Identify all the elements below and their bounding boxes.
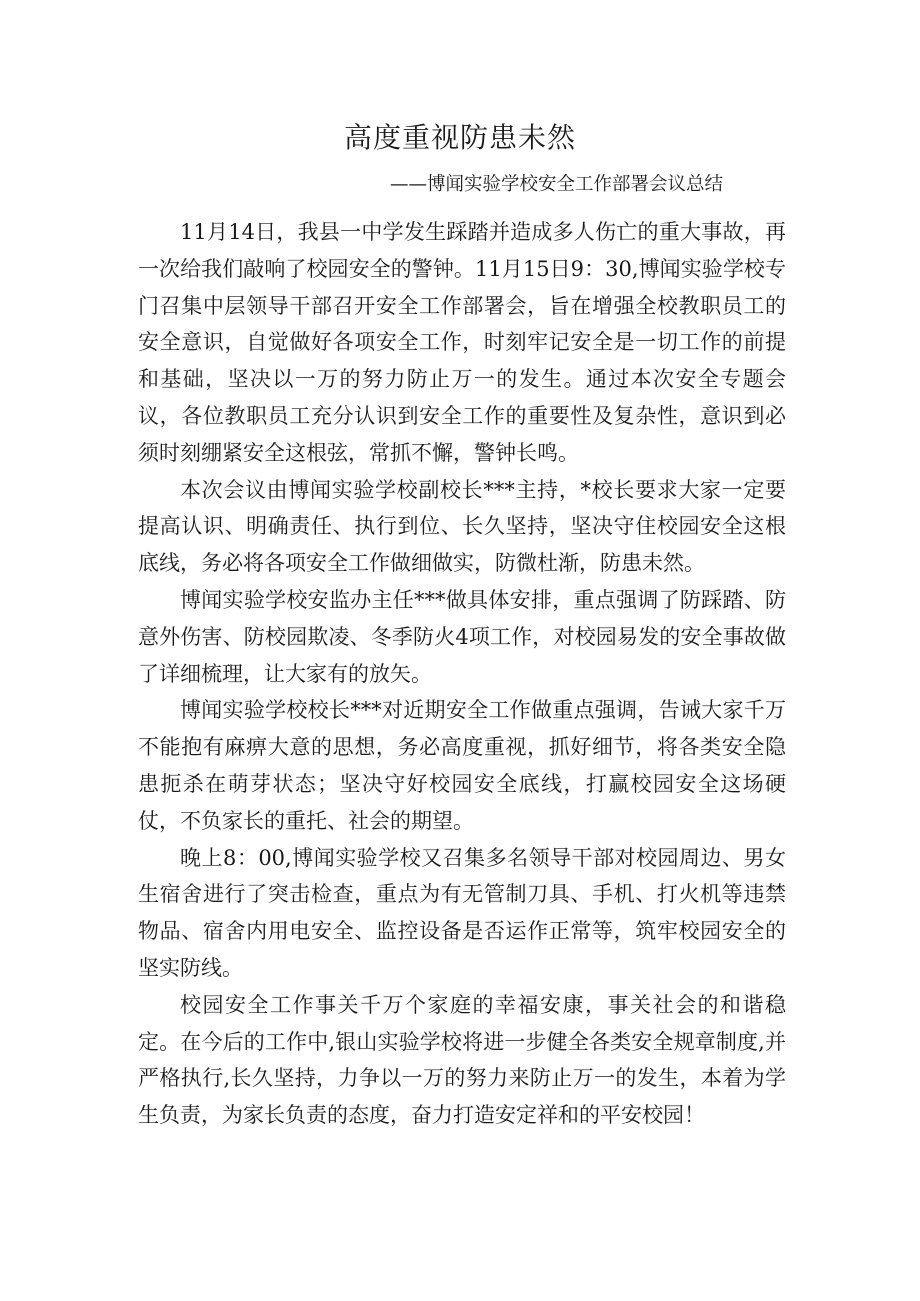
paragraph-6: 校园安全工作事关千万个家庭的幸福安康，事关社会的和谐稳定。在今后的工作中,银山实验学校将进一步健全各类安全规章制度,并严格执行,长久坚持，力争以一万的努力来防止万一的发生，本着为学生负责，为家长负责的态度，奋力打造安定祥和的平安校园！ [138, 992, 786, 1128]
paragraph-2: 本次会议由博闻实验学校副校长***主持，*校长要求大家一定要提高认识、明确责任、执行到位、长久坚持，坚决守住校园安全这根底线，务必将各项安全工作做细做实，防微杜渐，防患未然。 [138, 477, 786, 576]
paragraph-3: 博闻实验学校安监办主任***做具体安排，重点强调了防踩踏、防意外伤害、防校园欺凌、冬季防火4项工作，对校园易发的安全事故做了详细梳理，让大家有的放矢。 [138, 587, 786, 686]
paragraph-1: 11月14日，我县一中学发生踩踏并造成多人伤亡的重大事故，再一次给我们敲响了校园安全的警钟。11月15日9：30,博闻实验学校专门召集中层领导干部召开安全工作部署会，旨在增强全校教职员工的安全意识，自觉做好各项安全工作，时刻牢记安全是一切工作的前提和基础，坚决以一万的努力防止万一的发生。通过本次安全专题会议，各位教职员工充分认识到安全工作的重要性及复杂性，意识到必须时刻绷紧安全这根弦，常抓不懈，警钟长鸣。 [138, 220, 786, 465]
document-title: 高度重视防患未然 [343, 121, 576, 154]
paragraph-4: 博闻实验学校校长***对近期安全工作做重点强调，告诫大家千万不能抱有麻痹大意的思想，务必高度重视，抓好细节，将各类安全隐患扼杀在萌芽状态；坚决守好校园安全底线，打赢校园安全这场硬仗，不负家长的重托、社会的期望。 [138, 698, 786, 833]
document-subtitle: ——博闻实验学校安全工作部署会议总结 [390, 174, 724, 195]
paragraph-5: 晚上8：00,博闻实验学校又召集多名领导干部对校园周边、男女生宿舍进行了突击检查，重点为有无管制刀具、手机、打火机等违禁物品、宿舍内用电安全、监控设备是否运作正常等，筑牢校园安全的坚实防线。 [138, 845, 786, 980]
document-body [138, 214, 786, 1134]
